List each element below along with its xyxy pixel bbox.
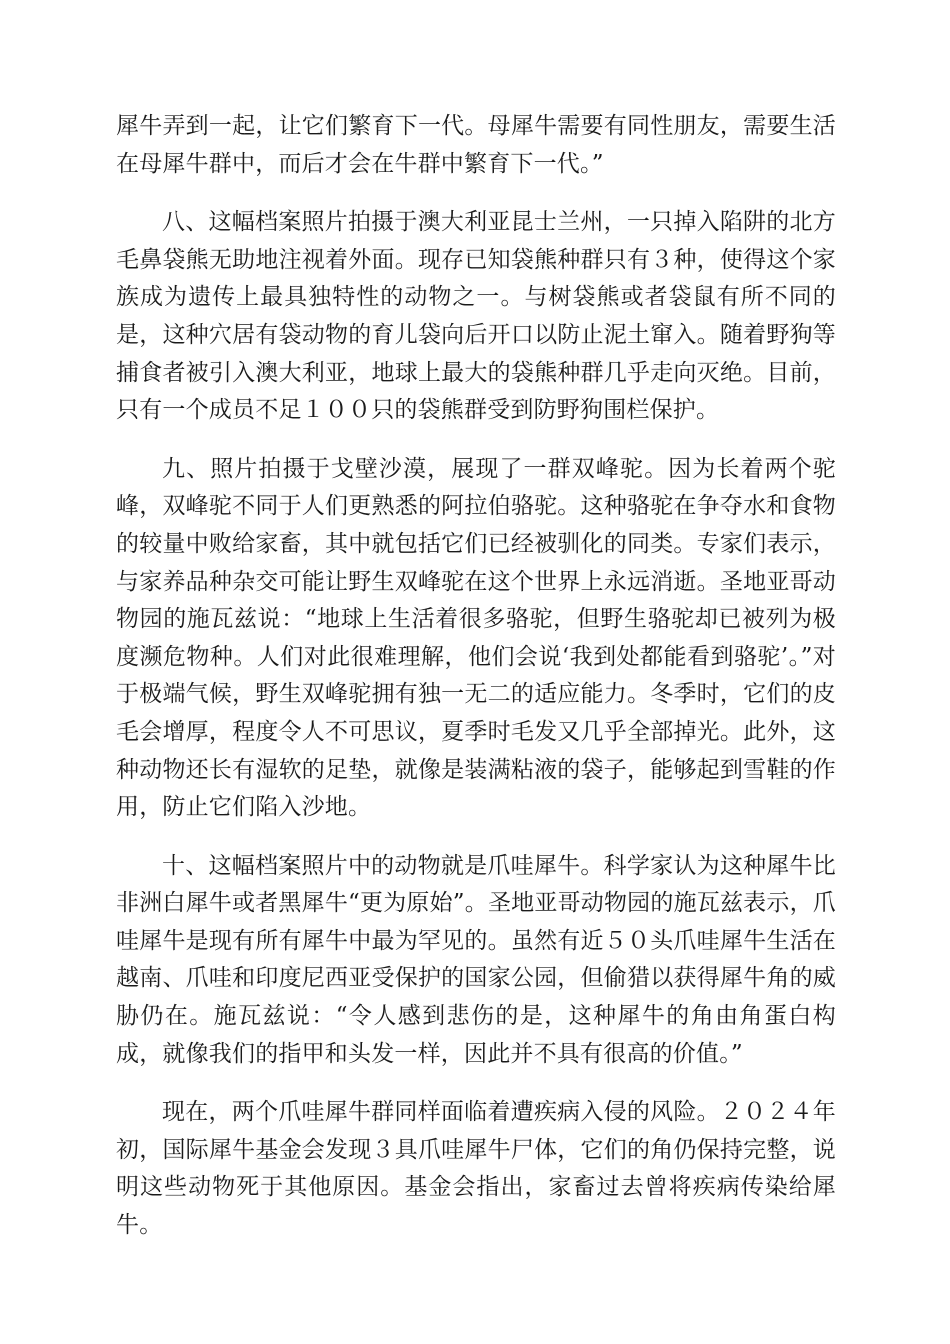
- paragraph-continued: 犀牛弄到一起，让它们繁育下一代。母犀牛需要有同性朋友，需要生活在母犀牛群中，而后才会在牛群中繁育下一代。”: [116, 113, 836, 177]
- paragraph-disease-risk: 现在，两个爪哇犀牛群同样面临着遭疾病入侵的风险。２０２４年初，国际犀牛基金会发现３具爪哇犀牛尸体，它们的角仍保持完整，说明这些动物死于其他原因。基金会指出，家畜过去曾将疾病传染给犀牛。: [116, 1099, 836, 1239]
- document-page: [116, 108, 836, 1245]
- paragraph-bactrian-camel: 九、照片拍摄于戈壁沙漠，展现了一群双峰驼。因为长着两个驼峰，双峰驼不同于人们更熟悉的阿拉伯骆驼。这种骆驼在争夺水和食物的较量中败给家畜，其中就包括它们已经被驯化的同类。专家们表示，与家养品种杂交可能让野生双峰驼在这个世界上永远消逝。圣地亚哥动物园的施瓦兹说：“地球上生活着很多骆驼，但野生骆驼却已被列为极度濒危物种。人们对此很难理解，他们会说‘我到处都能看到骆驼’。”对于极端气候，野生双峰驼拥有独一无二的适应能力。冬季时，它们的皮毛会增厚，程度令人不可思议，夏季时毛发又几乎全部掉光。此外，这种动物还长有湿软的足垫，就像是装满粘液的袋子，能够起到雪鞋的作用，防止它们陷入沙地。: [116, 455, 836, 821]
- paragraph-javan-rhino: 十、这幅档案照片中的动物就是爪哇犀牛。科学家认为这种犀牛比非洲白犀牛或者黑犀牛“更为原始”。圣地亚哥动物园的施瓦兹表示，爪哇犀牛是现有所有犀牛中最为罕见的。虽然有近５０头爪哇犀牛生活在越南、爪哇和印度尼西亚受保护的国家公园，但偷猎以获得犀牛角的威胁仍在。施瓦兹说：“令人感到悲伤的是，这种犀牛的角由角蛋白构成，就像我们的指甲和头发一样，因此并不具有很高的价值。”: [116, 852, 836, 1067]
- paragraph-wombat: 八、这幅档案照片拍摄于澳大利亚昆士兰州，一只掉入陷阱的北方毛鼻袋熊无助地注视着外面。现存已知袋熊种群只有３种，使得这个家族成为遗传上最具独特性的动物之一。与树袋熊或者袋鼠有所不同的是，这种穴居有袋动物的育儿袋向后开口以防止泥土窜入。随着野狗等捕食者被引入澳大利亚，地球上最大的袋熊种群几乎走向灭绝。目前，只有一个成员不足１００只的袋熊群受到防野狗围栏保护。: [116, 209, 836, 424]
